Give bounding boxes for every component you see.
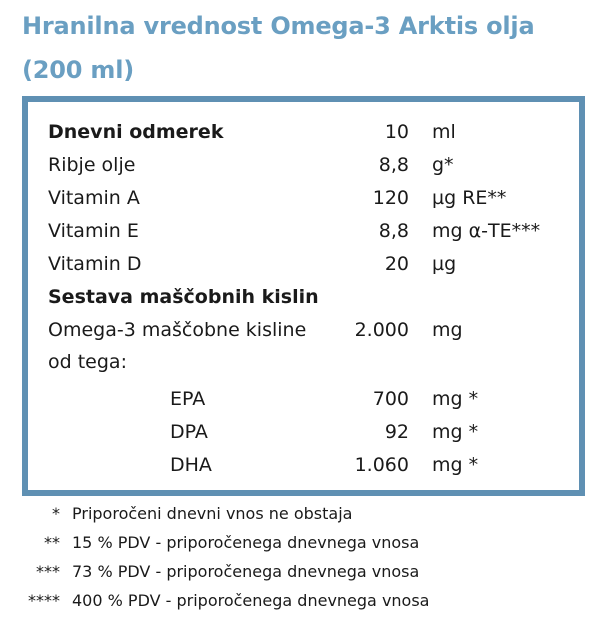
row-unit: µg RE**: [432, 187, 507, 209]
table-row-of-which: [28, 346, 579, 378]
row-label: Dnevni odmerek: [48, 121, 224, 143]
footnote: [0, 529, 600, 557]
row-unit: g*: [432, 154, 454, 176]
row-label: DHA: [170, 454, 212, 476]
row-label: Vitamin D: [48, 253, 142, 275]
row-value: 1.060: [354, 454, 409, 476]
row-unit: mg α-TE***: [432, 220, 541, 242]
row-unit: µg: [432, 253, 457, 275]
row-label: Omega-3 maščobne kisline: [48, 319, 307, 341]
footnote: [0, 587, 600, 615]
table-row-omega-3: [28, 314, 579, 346]
footnote: [0, 558, 600, 586]
table-row-vitamin-d: [28, 248, 579, 280]
table-row-dpa: [28, 416, 579, 448]
row-label: od tega:: [48, 351, 127, 373]
footnote-mark: ****: [28, 591, 60, 610]
footnote: [0, 500, 600, 528]
row-unit: mg *: [432, 388, 479, 410]
row-value: 120: [372, 187, 409, 209]
footnote-text: Priporočeni dnevni vnos ne obstaja: [72, 504, 353, 523]
row-unit: mg *: [432, 454, 479, 476]
row-value: 10: [384, 121, 409, 143]
footnote-text: 73 % PDV - priporočenega dnevnega vnosa: [72, 562, 420, 581]
page-title: [22, 4, 582, 92]
row-value: 92: [384, 421, 409, 443]
row-value: 8,8: [378, 154, 409, 176]
row-label: EPA: [170, 388, 206, 410]
table-row-fatty-acid-heading: [28, 281, 579, 313]
table-row-serving: [28, 116, 579, 148]
row-value: 20: [384, 253, 409, 275]
row-unit: mg: [432, 319, 463, 341]
table-row-dha: [28, 449, 579, 481]
footnote-mark: *: [52, 504, 60, 523]
title-line-1: Hranilna vrednost Omega-3 Arktis olja: [22, 12, 535, 40]
row-label: Ribje olje: [48, 154, 136, 176]
footnote-text: 400 % PDV - priporočenega dnevnega vnosa: [72, 591, 430, 610]
nutrition-table: [22, 96, 585, 496]
row-value: 8,8: [378, 220, 409, 242]
row-label: Vitamin A: [48, 187, 140, 209]
footnote-text: 15 % PDV - priporočenega dnevnega vnosa: [72, 533, 420, 552]
row-unit: ml: [432, 121, 456, 143]
row-label: DPA: [170, 421, 208, 443]
row-unit: mg *: [432, 421, 479, 443]
footnote-mark: ***: [36, 562, 60, 581]
table-row-vitamin-a: [28, 182, 579, 214]
row-value: 700: [372, 388, 409, 410]
footnote-mark: **: [44, 533, 60, 552]
table-row-epa: [28, 383, 579, 415]
row-label: Sestava maščobnih kislin: [48, 286, 319, 308]
title-line-2: (200 ml): [22, 56, 135, 84]
table-row-fish-oil: [28, 149, 579, 181]
table-row-vitamin-e: [28, 215, 579, 247]
row-value: 2.000: [354, 319, 409, 341]
row-label: Vitamin E: [48, 220, 139, 242]
